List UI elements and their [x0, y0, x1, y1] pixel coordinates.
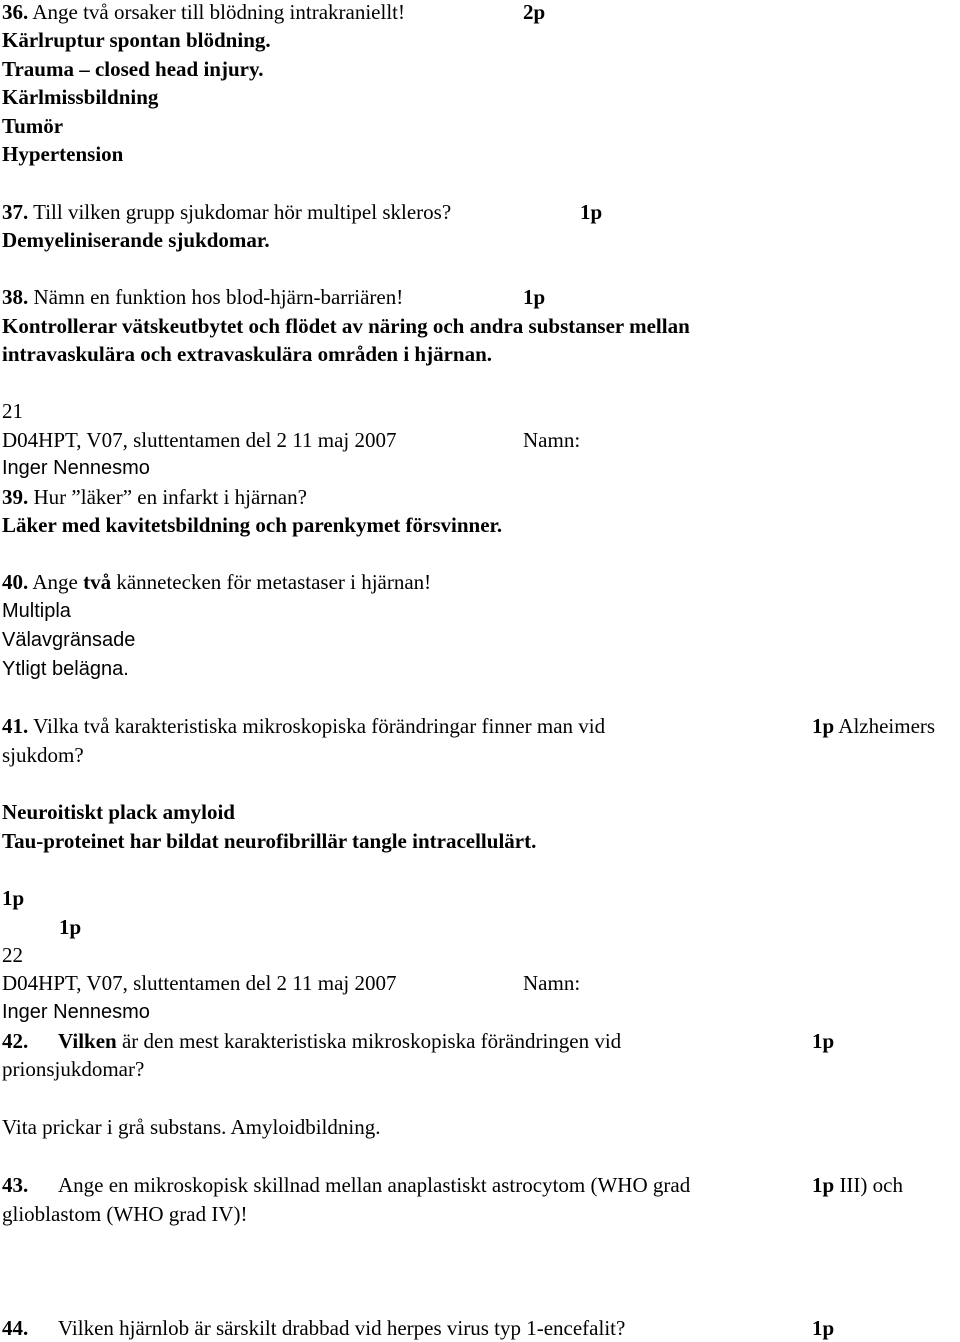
question-text: är den mest karakteristiska mikroskopiska förändringen vid	[116, 1029, 622, 1053]
question-number: 39.	[2, 485, 29, 509]
answer-line: Tau-proteinet har bildat neurofibrillär tangle intracellulärt.	[2, 829, 537, 853]
points-label: 1p	[812, 1029, 835, 1053]
question-43-right	[812, 1171, 903, 1199]
points-label: 1p	[523, 285, 546, 309]
points-label: 1p	[812, 1316, 835, 1340]
page-number: 21	[2, 399, 23, 423]
question-text-emphasis: två	[83, 570, 112, 594]
points-label: 1p	[812, 1173, 835, 1197]
question-number: 38.	[2, 285, 29, 309]
page-header: D04HPT, V07, sluttentamen del 2 11 maj 2007	[2, 428, 397, 452]
answer-line: Välavgränsade	[2, 629, 136, 651]
question-text: Vilka två karakteristiska mikroskopiska förändringar finner man vid	[28, 714, 606, 738]
question-43	[2, 1171, 28, 1199]
answer-line: Demyeliniserande sjukdomar.	[2, 228, 270, 252]
question-number: 44.	[2, 1316, 29, 1340]
name-label: Namn:	[523, 971, 581, 995]
student-name: Inger Nennesmo	[2, 457, 150, 479]
question-text: Vilken hjärnlob är särskilt drabbad vid herpes virus typ 1-encefalit?	[58, 1316, 626, 1340]
question-text: Till vilken grupp sjukdomar hör multipel skleros?	[28, 200, 452, 224]
question-37	[2, 198, 451, 226]
question-number: 43.	[2, 1173, 29, 1197]
answer-line: Vita prickar i grå substans. Amyloidbildning.	[2, 1115, 381, 1139]
points-label: 1p	[580, 200, 603, 224]
question-text: Hur ”läker” en infarkt i hjärnan?	[28, 485, 307, 509]
points-label: 1p	[2, 886, 25, 910]
answer-line: Hypertension	[2, 142, 124, 166]
question-text: sjukdom?	[2, 743, 84, 767]
question-41	[2, 712, 605, 740]
question-text: glioblastom (WHO grad IV)!	[2, 1202, 248, 1226]
page-header: D04HPT, V07, sluttentamen del 2 11 maj 2007	[2, 971, 397, 995]
answer-line: Kärlruptur spontan blödning.	[2, 28, 271, 52]
question-44	[2, 1314, 28, 1342]
answer-line: Tumör	[2, 114, 64, 138]
name-label: Namn:	[523, 428, 581, 452]
points-label: 1p	[812, 714, 835, 738]
question-41-right	[812, 712, 935, 740]
question-39	[2, 483, 307, 511]
question-text-emphasis: Vilken	[58, 1029, 117, 1053]
question-42-text	[58, 1027, 621, 1055]
answer-line: Trauma – closed head injury.	[2, 57, 264, 81]
question-40	[2, 568, 431, 596]
question-number: 40.	[2, 570, 29, 594]
question-text: III) och	[834, 1173, 903, 1197]
answer-line: Kärlmissbildning	[2, 85, 159, 109]
answer-line: intravaskulära och extravaskulära områden i hjärnan.	[2, 342, 493, 366]
question-36	[2, 0, 405, 26]
answer-line: Multipla	[2, 600, 71, 622]
question-text: Ange	[28, 570, 84, 594]
answer-line: Kontrollerar vätskeutbytet och flödet av näring och andra substanser mellan	[2, 314, 690, 338]
question-38	[2, 283, 403, 311]
question-text: Alzheimers	[834, 714, 936, 738]
question-text: Nämn en funktion hos blod-hjärn-barriären!	[28, 285, 404, 309]
question-text: Ange en mikroskopisk skillnad mellan anaplastiskt astrocytom (WHO grad	[58, 1173, 691, 1197]
question-text: kännetecken för metastaser i hjärnan!	[111, 570, 432, 594]
question-number: 42.	[2, 1029, 29, 1053]
question-text: prionsjukdomar?	[2, 1057, 145, 1081]
points-label: 1p	[59, 915, 82, 939]
student-name: Inger Nennesmo	[2, 1001, 150, 1023]
question-42	[2, 1027, 28, 1055]
answer-line: Läker med kavitetsbildning och parenkymet försvinner.	[2, 513, 503, 537]
question-number: 41.	[2, 714, 29, 738]
page-number: 22	[2, 943, 23, 967]
question-text: Ange två orsaker till blödning intrakraniellt!	[28, 0, 405, 24]
question-number: 36.	[2, 0, 29, 24]
question-number: 37.	[2, 200, 29, 224]
answer-line: Ytligt belägna.	[2, 658, 129, 680]
points-label: 2p	[523, 0, 546, 24]
answer-line: Neuroitiskt plack amyloid	[2, 800, 235, 824]
